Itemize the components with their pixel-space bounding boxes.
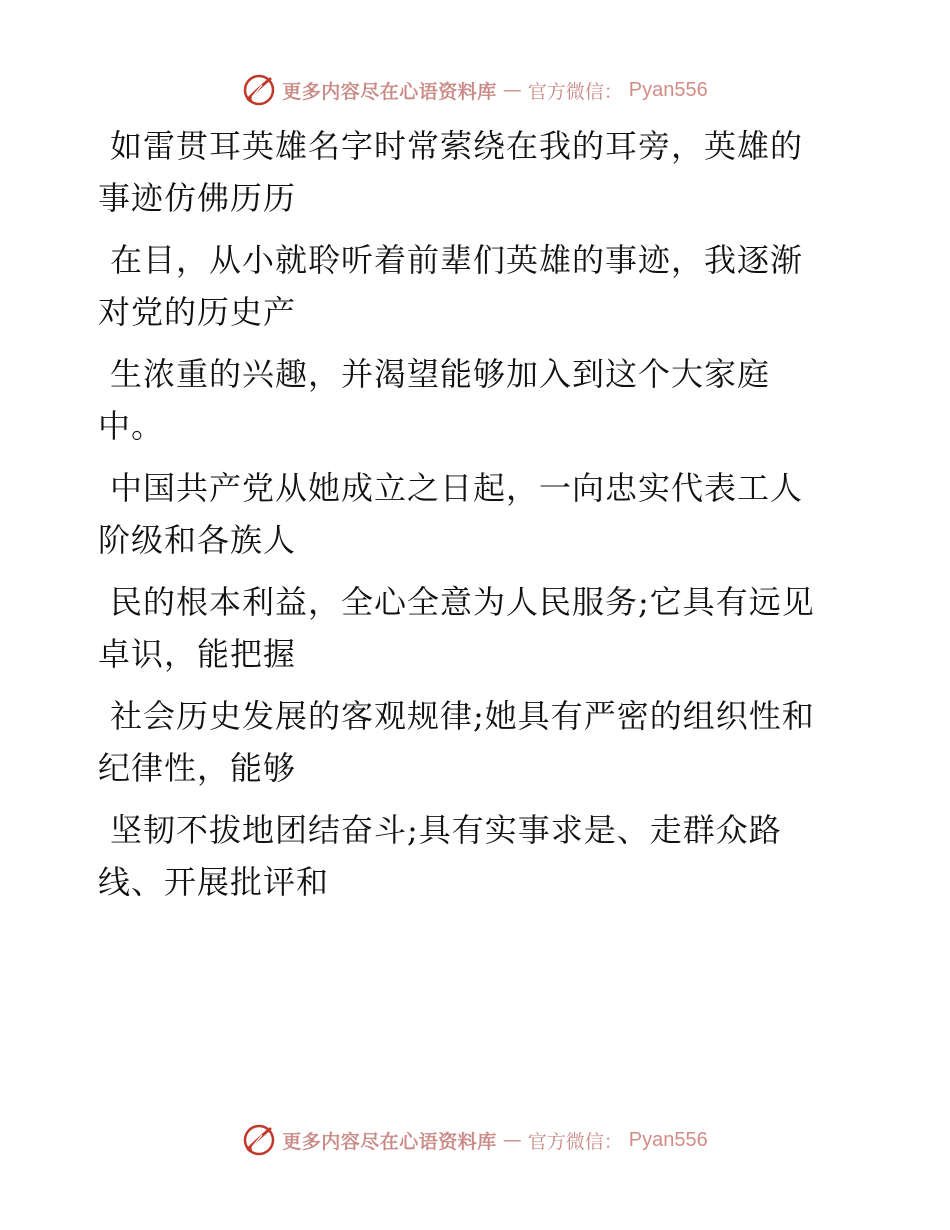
footer-wechat-id: Pyan556 [628, 1128, 708, 1151]
paragraph-line: 阶级和各族人 [98, 521, 297, 559]
paragraph-1 [98, 120, 858, 224]
paragraph-line: 民的根本利益，全心全意为人民服务;它具有远见 [110, 583, 815, 621]
paragraph-line: 纪律性，能够 [98, 749, 297, 787]
paragraph-line: 卓识，能把握 [98, 635, 297, 673]
paragraph-5 [98, 576, 858, 680]
paragraph-line: 坚韧不拔地团结奋斗;具有实事求是、走群众路 [110, 811, 782, 849]
header-wechat-id: Pyan556 [628, 78, 708, 101]
header-watermark [0, 70, 950, 110]
header-wechat-label: 官方微信： [527, 80, 623, 103]
paragraph-line: 中国共产党从她成立之日起，一向忠实代表工人 [110, 469, 804, 507]
paragraph-line: 如雷贯耳英雄名字时常萦绕在我的耳旁，英雄的 [110, 127, 804, 165]
paragraph-line: 生浓重的兴趣，并渴望能够加入到这个大家庭 [110, 355, 771, 393]
paragraph-line: 在目，从小就聆听着前辈们英雄的事迹，我逐渐 [110, 241, 804, 279]
paragraph-2 [98, 234, 858, 338]
paragraph-line: 社会历史发展的客观规律;她具有严密的组织性和 [110, 697, 815, 735]
paragraph-3 [98, 348, 858, 452]
header-brand-text: 更多内容尽在心语资料库 [282, 80, 497, 103]
footer-brand-text: 更多内容尽在心语资料库 [282, 1130, 497, 1153]
paragraph-line: 中。 [98, 407, 165, 445]
paragraph-7 [98, 804, 858, 908]
paragraph-line: 事迹仿佛历历 [98, 179, 297, 217]
paragraph-6 [98, 690, 858, 794]
document-body [98, 120, 858, 918]
pen-logo-icon [242, 73, 276, 107]
paragraph-line: 对党的历史产 [98, 293, 297, 331]
pen-logo-icon [242, 1123, 276, 1157]
paragraph-4 [98, 462, 858, 566]
footer-wechat-label: 官方微信： [527, 1130, 623, 1153]
paragraph-line: 线、开展批评和 [98, 863, 330, 901]
footer-watermark [0, 1120, 950, 1160]
footer-separator: — [502, 1129, 522, 1151]
header-separator: — [502, 79, 522, 101]
